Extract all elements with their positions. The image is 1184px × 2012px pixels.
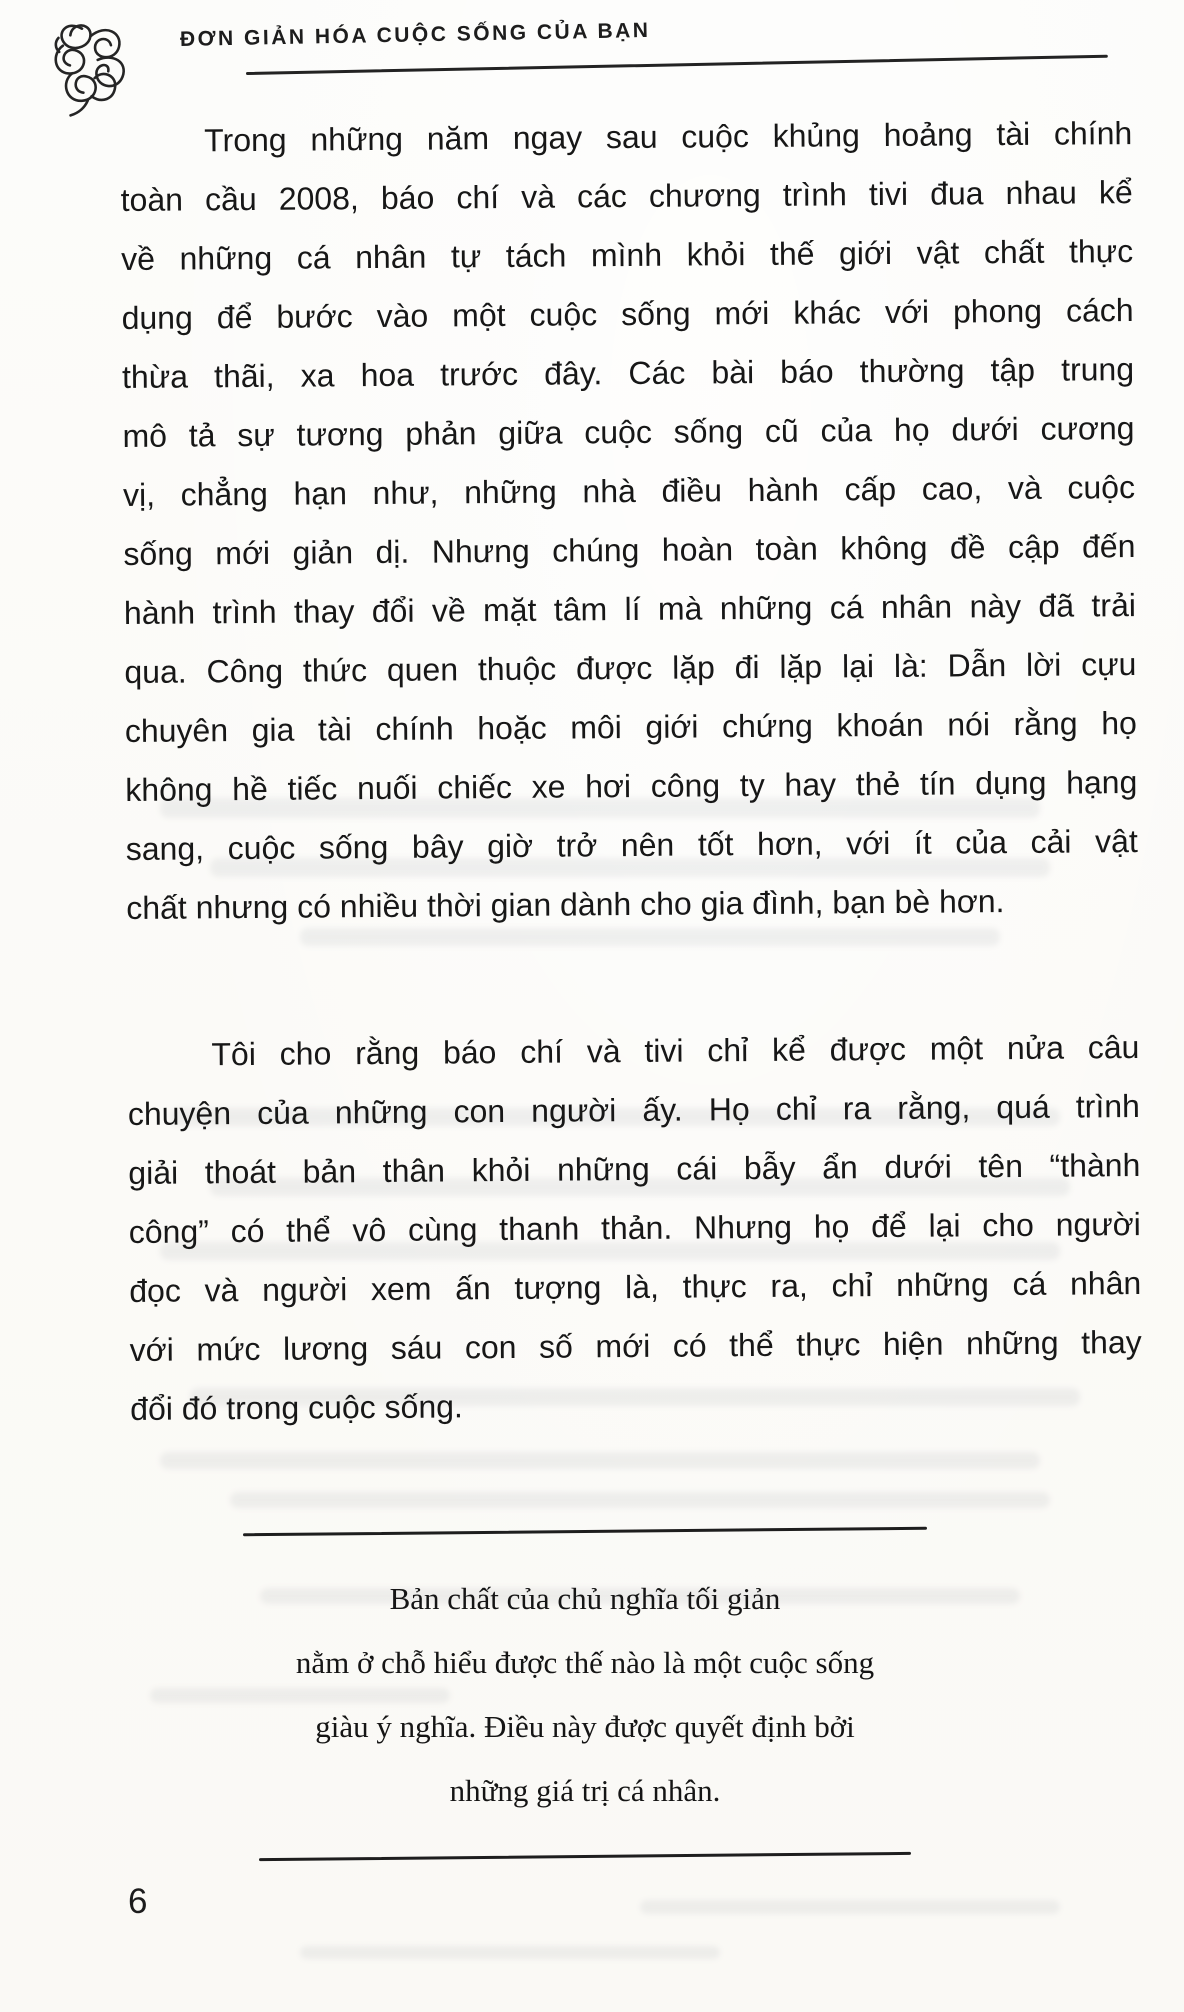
paragraph-2 [127,1018,1142,1439]
text-line: chất nhưng có nhiều thời gian dành cho gia đình, bạn bè hơn. [126,883,1005,926]
text-line: về những cá nhân tự tách mình khỏi thế giới vật chất thực [121,233,1134,277]
text-line: dụng để bước vào một cuộc sống mới khác với phong cách [121,292,1134,336]
page-number: 6 [128,1882,148,1921]
tangle-scribble-logo-icon [47,14,144,119]
quote-line: nằm ở chỗ hiểu được thế nào là một cuộc sống [295,1645,875,1680]
text-line: giải thoát bản thân khỏi những cái bẫy ẩn dưới tên “thành [128,1147,1141,1191]
bleedthrough-artifact [160,1452,1040,1469]
text-line: qua. Công thức quen thuộc được lặp đi lặp lại là: Dẫn lời cựu [124,646,1137,690]
text-line: vị, chẳng hạn như, những nhà điều hành cấp cao, và cuộc [122,469,1136,513]
text-line: công” có thể vô cùng thanh thản. Nhưng họ để lại cho người [128,1206,1141,1250]
running-header-title: ĐƠN GIẢN HÓA CUỘC SỐNG CỦA BẠN [179,18,651,51]
text-line: mô tả sự tương phản giữa cuộc sống cũ của họ dưới cương [122,410,1135,454]
text-line: đọc và người xem ấn tượng là, thực ra, chỉ những cá nhân [129,1265,1142,1309]
quote-bottom-rule [259,1852,911,1861]
quote-block [120,1518,1050,1858]
text-line: thừa thãi, xa hoa trước đây. Các bài báo thường tập trung [121,351,1135,395]
quote-line: giàu ý nghĩa. Điều này được quyết định bởi [315,1709,855,1744]
bleedthrough-artifact [230,1492,1050,1508]
text-line: Trong những năm ngay sau cuộc khủng hoảng tài chính [204,115,1133,159]
text-line: sang, cuộc sống bây giờ trở nên tốt hơn, với ít của cải vật [125,823,1138,867]
text-line: đổi đó trong cuộc sống. [130,1388,463,1427]
page-header [0,0,1184,120]
paragraph-1 [120,104,1138,938]
quote-line: Bản chất của chủ nghĩa tối giản [389,1581,781,1616]
text-line: hành trình thay đổi về mặt tâm lí mà những cá nhân này đã trải [123,587,1137,631]
header-rule [246,55,1108,75]
bleedthrough-artifact [640,1900,1060,1914]
bleedthrough-artifact [300,1946,720,1959]
quote-line: những giá trị cá nhân. [449,1773,721,1808]
text-line: chuyện của những con người ấy. Họ chỉ ra rằng, quá trình [127,1088,1140,1132]
text-line: không hề tiếc nuối chiếc xe hơi công ty hay thẻ tín dụng hạng [125,764,1138,808]
quote-top-rule [243,1527,927,1537]
text-line: chuyên gia tài chính hoặc môi giới chứng khoán nói rằng họ [124,705,1137,749]
text-line: sống mới giản dị. Nhưng chúng hoàn toàn không đề cập đến [123,528,1136,572]
text-line: với mức lương sáu con số mới có thể thực hiện những thay [129,1324,1142,1368]
page-body [120,104,1142,1439]
text-line: Tôi cho rằng báo chí và tivi chỉ kể được một nửa câu [211,1029,1140,1073]
text-line: toàn cầu 2008, báo chí và các chương trình tivi đua nhau kể [120,174,1133,218]
